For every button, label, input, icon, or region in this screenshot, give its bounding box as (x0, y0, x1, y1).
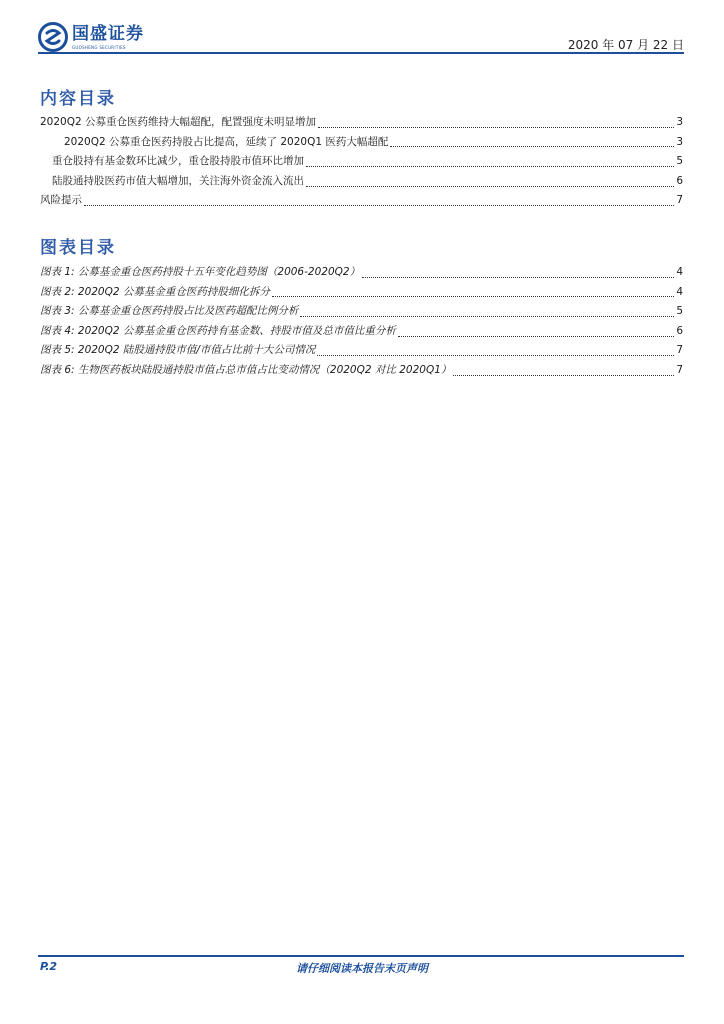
figure-item[interactable] (40, 362, 683, 382)
toc-item-text: 重仓股持有基金数环比减少，重仓股持股市值环比增加 (52, 155, 304, 168)
figure-item-page: 4 (676, 266, 683, 278)
figure-item[interactable] (40, 264, 683, 284)
toc-leader (318, 126, 674, 128)
toc-item-page: 6 (676, 174, 683, 187)
figure-item-text: 图表 2: 2020Q2 公募基金重仓医药持股细化拆分 (40, 285, 270, 298)
figure-item[interactable] (40, 342, 683, 362)
toc-item[interactable] (40, 114, 683, 134)
toc-item-page: 3 (676, 135, 683, 148)
page-header (0, 0, 724, 60)
brand-logo (38, 22, 144, 52)
figure-leader (398, 335, 674, 337)
figure-item-text: 图表 5: 2020Q2 陆股通持股市值/市值占比前十大公司情况 (40, 344, 316, 357)
figure-item-page: 5 (676, 305, 683, 318)
figures-title: 图表目录 (40, 238, 116, 258)
toc-item-text: 风险提示 (40, 194, 82, 207)
figure-item-text: 图表 6: 生物医药板块陆股通持股市值占总市值占比变动情况（2020Q2 对比 2020Q1） (40, 363, 452, 376)
figure-item-page: 7 (676, 363, 683, 376)
toc-item-text: 陆股通持股医药市值大幅增加，关注海外资金流入流出 (52, 174, 304, 187)
toc-leader (306, 185, 674, 187)
figure-item-page: 7 (676, 344, 683, 357)
toc-item-page: 7 (676, 194, 683, 207)
page-number: P.2 (40, 960, 58, 973)
toc-item[interactable] (40, 173, 683, 193)
disclaimer-note: 请仔细阅读本报告末页声明 (296, 962, 428, 975)
toc-leader (390, 145, 674, 147)
toc-list (40, 114, 683, 212)
figure-item-text: 图表 1: 公募基金重仓医药持股十五年变化趋势图（2006-2020Q2） (40, 266, 361, 278)
figure-leader (453, 374, 674, 376)
figure-item[interactable] (40, 284, 683, 304)
header-divider (38, 52, 684, 54)
toc-title: 内容目录 (40, 89, 116, 109)
toc-leader (306, 165, 674, 167)
toc-leader (84, 204, 674, 206)
toc-item[interactable] (40, 134, 683, 154)
figure-leader (317, 354, 674, 356)
toc-item-text: 2020Q2 公募重仓医药维持大幅超配，配置强度未明显增加 (40, 116, 317, 128)
toc-item-text: 2020Q2 公募重仓医药持股占比提高，延续了 2020Q1 医药大幅超配 (64, 135, 389, 148)
figure-item-page: 4 (676, 285, 683, 298)
toc-item-page: 5 (676, 155, 683, 168)
figure-item[interactable] (40, 303, 683, 323)
figure-item-text: 图表 4: 2020Q2 公募基金重仓医药持有基金数、持股市值及总市值比重分析 (40, 324, 396, 337)
toc-item[interactable] (40, 192, 683, 212)
figure-item-page: 6 (676, 324, 683, 337)
figure-leader (362, 276, 674, 278)
figures-list (40, 264, 683, 382)
figure-leader (300, 315, 674, 317)
figure-leader (272, 295, 674, 297)
toc-item[interactable] (40, 153, 683, 173)
brand-subtitle: GUOSHENG SECURITIES (72, 44, 126, 50)
guosheng-logo-icon (38, 22, 68, 52)
toc-item-page: 3 (676, 116, 683, 128)
report-date: 2020 年 07 月 22 日 (567, 38, 684, 52)
figure-item-text: 图表 3: 公募基金重仓医药持股占比及医药超配比例分析 (40, 305, 299, 318)
brand-name: 国盛证券 (72, 23, 144, 44)
footer-divider (38, 955, 684, 957)
figure-item[interactable] (40, 323, 683, 343)
